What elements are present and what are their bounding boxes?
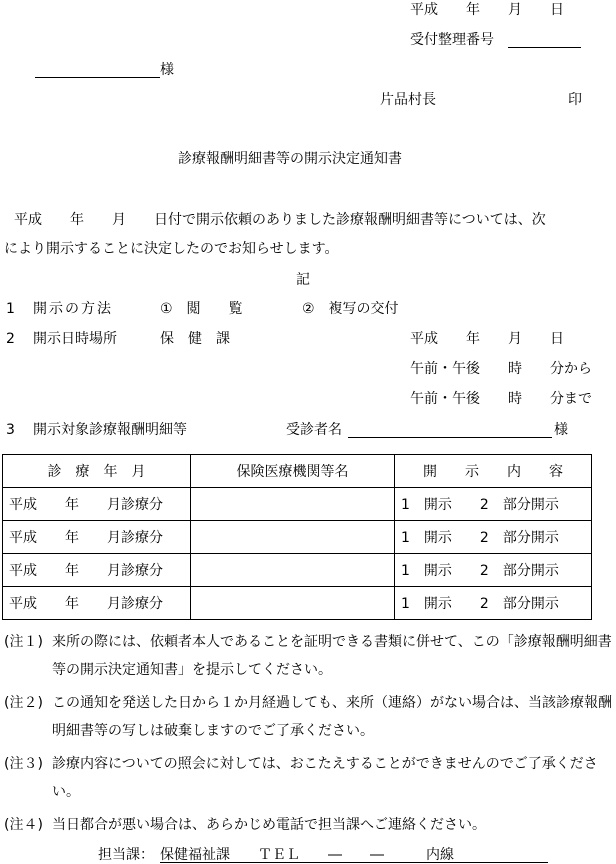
cell-disclosure-content: 1 開示 2 部分開示 xyxy=(395,554,592,587)
table-row xyxy=(3,554,592,587)
table-row xyxy=(3,521,592,554)
table-row xyxy=(3,587,592,620)
item2-place: 保 健 課 xyxy=(160,331,230,347)
cell-facility-name[interactable] xyxy=(191,587,395,620)
item3-number: 3 xyxy=(6,422,15,438)
cell-treatment-month: 平成 年 月診療分 xyxy=(3,521,191,554)
body-text-line2: により開示することに決定したのでお知らせします。 xyxy=(4,241,339,257)
note-label: (注１) xyxy=(4,634,43,650)
footer-contact-label: 担当課： xyxy=(98,847,154,863)
note-4 xyxy=(4,816,614,834)
item3-label: 開示対象診療報酬明細等 xyxy=(33,422,187,438)
table-row xyxy=(3,488,592,521)
note-label: (注２) xyxy=(4,695,43,711)
cell-facility-name[interactable] xyxy=(191,488,395,521)
cell-disclosure-content: 1 開示 2 部分開示 xyxy=(395,488,592,521)
addressee-name-field[interactable] xyxy=(35,77,160,78)
header-facility-name: 保険医療機関等名 xyxy=(191,455,395,488)
cell-treatment-month: 平成 年 月診療分 xyxy=(3,488,191,521)
patient-suffix: 様 xyxy=(554,422,568,438)
patient-name-label: 受診者名 xyxy=(286,422,342,438)
header-disclosure-content: 開 示 内 容 xyxy=(395,455,592,488)
item2-number: 2 xyxy=(6,331,15,347)
item2-time-to: 午前・午後 時 分まで xyxy=(410,391,592,407)
cell-treatment-month: 平成 年 月診療分 xyxy=(3,554,191,587)
table-header-row xyxy=(3,455,592,488)
footer-contact-value: 保健福祉課 ＴＥＬ ― ― 内線 xyxy=(160,847,454,863)
body-text-line1: 平成 年 月 日付で開示依頼のありました診療報酬明細書等については、次 xyxy=(14,212,546,228)
cell-disclosure-content: 1 開示 2 部分開示 xyxy=(395,521,592,554)
item1-label: 開示の方法 xyxy=(33,301,113,317)
item1-option-view: ① 閲 覧 xyxy=(160,301,243,317)
item2-date: 平成 年 月 日 xyxy=(410,331,564,347)
header-treatment-month: 診 療 年 月 xyxy=(3,455,191,488)
document-title: 診療報酬明細書等の開示決定通知書 xyxy=(178,151,402,167)
ki-heading: 記 xyxy=(296,272,310,288)
cell-disclosure-content: 1 開示 2 部分開示 xyxy=(395,587,592,620)
footer-underline xyxy=(160,862,548,863)
seal-mark: 印 xyxy=(568,92,582,108)
note-3 xyxy=(4,755,614,806)
cell-treatment-month: 平成 年 月診療分 xyxy=(3,587,191,620)
note-text: この通知を発送した日から１か月経過しても、来所（連絡）がない場合は、当該診療報酬明細書等の写しは破棄しますのでご了承ください。 xyxy=(52,695,612,739)
item1-option-copy: ② 複写の交付 xyxy=(302,301,399,317)
note-1 xyxy=(4,633,614,684)
note-text: 当日都合が悪い場合は、あらかじめ電話で担当課へご連絡ください。 xyxy=(52,817,486,833)
addressee-suffix: 様 xyxy=(160,62,174,78)
item2-label: 開示日時場所 xyxy=(33,331,117,347)
item1-number: 1 xyxy=(6,301,15,317)
header-date: 平成 年 月 日 xyxy=(410,2,564,18)
receipt-number-field[interactable] xyxy=(508,47,581,48)
note-label: (注４) xyxy=(4,817,43,833)
cell-facility-name[interactable] xyxy=(191,554,395,587)
disclosure-target-table xyxy=(2,454,592,620)
item2-time-from: 午前・午後 時 分から xyxy=(410,361,592,377)
note-2 xyxy=(4,694,614,745)
patient-name-field[interactable] xyxy=(348,437,552,438)
note-label: (注３) xyxy=(4,756,43,772)
receipt-number-label: 受付整理番号 xyxy=(410,32,494,48)
note-text: 診療内容についての照会に対しては、おこたえすることができませんのでご了承ください。 xyxy=(52,756,598,800)
sender-name: 片品村長 xyxy=(380,92,436,108)
cell-facility-name[interactable] xyxy=(191,521,395,554)
note-text: 来所の際には、依頼者本人であることを証明できる書類に併せて、この「診療報酬明細書等の開示決定通知書」を提示してください。 xyxy=(52,634,612,678)
